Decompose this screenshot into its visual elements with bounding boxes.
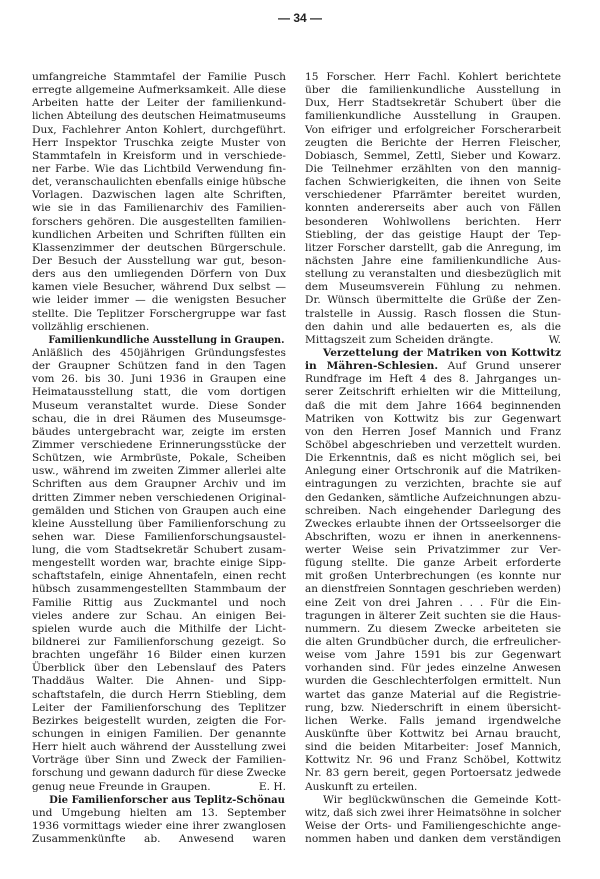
text-line — [305, 570, 561, 583]
text-line — [305, 689, 561, 702]
text-line — [305, 741, 561, 754]
text-line — [32, 308, 286, 321]
text-line — [305, 754, 561, 767]
line-text: sind die beiden Mitarbeiter: Josef Mannich, — [305, 741, 561, 754]
text-line — [305, 137, 561, 150]
line-text: Klassenzimmer der deutschen Bürgerschule. — [32, 241, 286, 254]
text-line — [32, 150, 286, 163]
text-line — [32, 97, 286, 110]
text-line — [305, 268, 561, 281]
line-text: umfangreiche Stammtafel der Familie Pusch — [32, 71, 286, 83]
text-line — [32, 518, 286, 531]
line-text: Zweckes erlaubte ihnen der Ortsseelsorger die — [305, 517, 561, 530]
line-text: Familie Rittig aus Zuckmantel und noch — [32, 596, 286, 609]
text-line — [305, 715, 561, 728]
line-text: Museum veranstaltet wurde. Diese Sonder — [32, 399, 286, 412]
line-text: bildnerei zur Familienforschung gezeigt. So — [32, 636, 286, 649]
text-line — [32, 741, 286, 754]
text-line — [305, 334, 561, 347]
page-number: — 34 — — [277, 11, 322, 25]
line-text: hübsch zusammengestellten Stammbaum der — [32, 583, 286, 596]
author-signature: W. — [548, 333, 561, 346]
text-line — [305, 347, 561, 360]
text-line — [305, 97, 561, 110]
author-signature: E. H. — [258, 780, 286, 793]
line-text: Herr hielt auch während der Ausstellung zwei — [32, 741, 286, 754]
text-line — [305, 557, 561, 570]
text-line — [32, 807, 286, 820]
line-text: schaftstafeln, einige Ahnentafeln, einen recht — [32, 570, 286, 583]
text-line — [305, 767, 561, 780]
text-line — [305, 413, 561, 426]
line-text: an dienstfreien Sonntagen geschrieben werden) — [305, 583, 561, 596]
text-line — [32, 715, 286, 728]
line-text: der Graupner Schützen fand in den Tagen — [32, 360, 286, 373]
line-text: Der Besuch der Ausstellung war gut, beson- — [32, 254, 286, 267]
text-line — [305, 597, 561, 610]
line-text: Auf Grund unserer — [438, 360, 561, 373]
line-text: werter Weise sein Privatzimmer zur Ver- — [305, 544, 561, 557]
line-text: Zusammenkünfte ab. Anwesend waren — [32, 833, 286, 846]
line-text: eintragungen zu verzichten, brachte sie auf — [305, 478, 561, 491]
line-text: Arbeiten hatte der Leiter der familienkund- — [32, 97, 286, 110]
line-text: vom 26. bis 30. Juni 1936 in Graupen eine — [32, 373, 286, 386]
line-text: Herr Inspektor Truschka zeigte Muster von — [32, 136, 286, 149]
text-line — [32, 229, 286, 242]
line-text: fügung stellte. Die ganze Arbeit erforderte — [305, 557, 561, 570]
line-text: lichen Werke. Falls jemand irgendwelche — [305, 714, 561, 727]
line-text: forschers gehören. Die ausgestellten familien- — [32, 215, 286, 228]
line-text: schau, die in drei Räumen des Museumsge- — [32, 412, 286, 425]
text-line — [32, 531, 286, 544]
text-line — [305, 242, 561, 255]
line-text: nummern. Zu diesem Zwecke arbeiteten sie — [305, 622, 561, 635]
text-line — [32, 202, 286, 215]
line-text: wie leider immer — die wenigsten Besucher — [32, 294, 286, 307]
text-line — [32, 400, 286, 413]
text-line — [305, 478, 561, 491]
line-text: Schriften aus dem Graupner Archiv und im — [32, 478, 286, 491]
line-text: familienkundliche Ausstellung in Graupen. — [305, 110, 561, 123]
line-text: Matriken von Kottwitz bis zur Gegenwart — [305, 412, 561, 425]
line-text: gemälden und Stichen von Graupen auch eine — [32, 504, 286, 517]
text-line — [305, 84, 561, 97]
text-line — [32, 413, 286, 426]
section-heading: in Mähren-Schlesien. — [305, 360, 439, 373]
line-text: Stiebling, der das geistige Haupt der Tep- — [305, 228, 561, 241]
line-text: über die familienkundliche Ausstellung in — [305, 84, 561, 97]
line-text: Nr. 83 gern bereit, gegen Portoersatz jedwede — [305, 767, 561, 780]
line-text: Mittagszeit zum Scheiden drängte. — [305, 333, 494, 346]
text-line — [305, 807, 561, 820]
text-line — [305, 255, 561, 268]
line-text: Dr. Wünsch übermittelte die Grüße der Zen- — [305, 294, 561, 307]
line-text: Schützen, wie Armbrüste, Pokale, Scheiben — [32, 452, 286, 465]
line-text: erregte allgemeine Aufmerksamkeit. Alle diese — [32, 84, 286, 97]
text-line — [32, 373, 286, 386]
line-text: den Gedanken, sämtliche Aufzeichnungen abzu- — [305, 491, 561, 504]
text-line — [32, 492, 286, 505]
line-text: vieles andere zur Schau. An einigen Bei- — [32, 609, 286, 622]
line-text: vorhanden sind. Für jedes einzelne Anwesen — [305, 662, 561, 675]
text-line — [32, 216, 286, 229]
text-line — [32, 649, 286, 662]
text-line — [32, 124, 286, 137]
line-text: daß die mit dem Jahre 1664 beginnenden — [305, 399, 561, 412]
text-line — [32, 189, 286, 202]
text-line — [32, 728, 286, 741]
text-line — [305, 281, 561, 294]
line-text: dritten Zimmer neben verschiedenen Original- — [32, 491, 286, 504]
text-line — [32, 544, 286, 557]
text-line — [32, 294, 286, 307]
line-text: Dobiasch, Semmel, Zettl, Sieber und Kowarz. — [305, 149, 561, 162]
line-text: eine Zeit von drei Jahren . . . Für die Ein- — [305, 596, 561, 609]
text-line — [305, 636, 561, 649]
line-text: kamen viele Besucher, während Dux selbst — — [32, 281, 286, 294]
text-line — [32, 452, 286, 465]
line-text: Thaddäus Walter. Die Ahnen- und Sipp- — [32, 675, 286, 688]
line-text: ner Farbe. Wie das Lichtbild Verwendung fin- — [32, 162, 286, 175]
line-text: wurden die Geschlechterfolgen ermittelt. Nun — [305, 675, 561, 688]
line-text: konnten andererseits aber auch von Fällen — [305, 202, 561, 215]
line-text: Dux, Herr Stadtsekretär Schubert über die — [305, 97, 561, 110]
line-text: Vorlagen. Dazwischen lagen alte Schriften, — [32, 189, 286, 202]
text-line — [32, 478, 286, 491]
text-line — [305, 124, 561, 137]
text-line — [32, 794, 285, 807]
section-heading: Die Familienforscher aus Teplitz-Schönau — [49, 793, 285, 806]
line-text: kundlichen Arbeiten und Schriften füllten ein — [32, 228, 286, 241]
text-line — [32, 163, 286, 176]
left-column — [32, 71, 286, 846]
text-line — [305, 386, 561, 399]
line-text: stellung zu veranstalten und diesbezüglich mit — [305, 268, 561, 281]
line-text: vollzählig erschienen. — [32, 320, 150, 333]
text-line — [305, 781, 561, 794]
text-line — [32, 583, 286, 596]
line-text: mit großen Unterbrechungen (es konnte nur — [305, 570, 561, 583]
line-text: mengestellt worden war, brachte einige Sipp- — [32, 557, 286, 570]
text-line — [32, 137, 286, 150]
section-heading: Familienkundliche Ausstellung in Graupen. — [48, 333, 285, 346]
text-line — [32, 439, 286, 452]
line-text: Kottwitz Nr. 96 und Franz Schöbel, Kottwitz — [305, 754, 561, 767]
line-text: 15 Forscher. Herr Fachl. Kohlert berichtete — [305, 71, 561, 83]
text-line — [32, 689, 286, 702]
line-text: tralstelle in Aussig. Rasch flossen die Stun- — [305, 307, 561, 320]
line-text: Bezirkes beigestellt wurden, zeigten die For- — [32, 714, 286, 727]
line-text: Weise der Orts- und Familiengeschichte ange- — [305, 820, 561, 833]
line-text: verschiedener Pfarrämter bereitet wurden, — [305, 189, 561, 202]
text-line — [305, 163, 561, 176]
text-line — [305, 294, 561, 307]
text-line — [305, 610, 561, 623]
line-text: brachten ungefähr 16 Bilder einen kurzen — [32, 649, 286, 662]
text-line — [305, 321, 561, 334]
text-line — [32, 242, 286, 255]
text-line — [305, 702, 561, 715]
text-line — [32, 255, 286, 268]
line-text: spielen wurde auch die Mithilfe der Licht- — [32, 622, 286, 635]
text-line — [305, 728, 561, 741]
line-text: bäudes untergebracht war, zeigte im ersten — [32, 425, 286, 438]
text-line — [32, 636, 286, 649]
line-text: dem Museumsverein Fühlung zu nehmen. — [305, 281, 561, 294]
text-line — [32, 110, 286, 123]
line-text: ders aus den umliegenden Dörfern von Dux — [32, 268, 286, 281]
text-line — [32, 767, 286, 780]
line-text: forschung und gewann dadurch für diese Zwecke — [32, 767, 286, 780]
text-line — [305, 820, 561, 833]
line-text: Von eifriger und erfolgreicher Forscherarbeit — [305, 123, 561, 136]
text-line — [305, 531, 561, 544]
section-heading: Verzettelung der Matriken von Kottwitz — [323, 346, 562, 359]
line-text: rung, bzw. Niederschrift in einem übersicht- — [305, 701, 561, 714]
text-line — [305, 544, 561, 557]
line-text: lichen Abteilung des deutschen Heimatmuseums — [32, 110, 286, 123]
text-line — [305, 649, 561, 662]
line-text: weise vom Jahre 1591 bis zur Gegenwart — [305, 649, 561, 662]
line-text: Auskunft zu erteilen. — [305, 780, 418, 793]
line-text: besonderen Wohlwollens berichten. Herr — [305, 215, 561, 228]
text-line — [32, 268, 286, 281]
text-line — [32, 334, 284, 347]
text-line — [32, 820, 286, 833]
text-line — [32, 360, 286, 373]
text-line — [32, 675, 286, 688]
text-line — [305, 583, 561, 596]
text-line — [32, 781, 286, 794]
line-text: kleine Ausstellung über Familienforschung zu — [32, 517, 286, 530]
line-text: schaftstafeln, die durch Herrn Stiebling, dem — [32, 688, 286, 701]
text-line — [305, 675, 561, 688]
line-text: wie sie in das Familienarchiv des Familien- — [32, 202, 286, 215]
text-line — [305, 189, 561, 202]
line-text: genug neue Freunde in Graupen. — [32, 780, 211, 793]
line-text: nächsten Jahre eine familienkundliche Aus- — [305, 254, 561, 267]
line-text: Vorträge über Sinn und Zweck der Familien- — [32, 754, 286, 767]
text-line — [305, 492, 561, 505]
text-line — [32, 176, 286, 189]
line-text: Zimmer verschiedene Erinnerungsstücke der — [32, 438, 286, 451]
line-text: wartet das ganze Material auf die Registrie- — [305, 688, 561, 701]
text-line — [305, 452, 561, 465]
line-text: tragungen in älterer Zeit suchten sie die Haus- — [305, 609, 561, 622]
line-text: Wir beglückwünschen die Gemeinde Kott- — [323, 793, 561, 806]
text-line — [32, 426, 286, 439]
line-text: stellte. Die Teplitzer Forschergruppe war fast — [32, 307, 286, 320]
text-line — [32, 386, 286, 399]
text-line — [305, 71, 561, 84]
line-text: det, veranschaulichten ebenfalls einige hübsche — [32, 176, 287, 189]
text-line — [305, 623, 561, 636]
right-column — [305, 71, 561, 846]
line-text: die alten Grundbücher durch, die erfreulicher- — [305, 636, 561, 649]
text-line — [305, 662, 561, 675]
line-text: nommen haben und danken dem verständigen — [305, 833, 561, 846]
line-text: fachen Schwierigkeiten, die ihnen von Seite — [305, 176, 561, 189]
text-line — [305, 505, 561, 518]
line-text: Überblick über den Lebenslauf des Paters — [32, 662, 286, 675]
text-line — [305, 229, 561, 242]
line-text: Rundfrage im Heft 4 des 8. Jahrganges un- — [305, 373, 561, 386]
line-text: Leiter der Familienforschung des Teplitzer — [32, 701, 286, 714]
text-line — [305, 202, 561, 215]
line-text: lung, die vom Stadtsekretär Schubert zusam- — [32, 544, 286, 557]
text-line — [32, 347, 286, 360]
line-text: schreiben. Nach eingehender Darlegung des — [305, 504, 561, 517]
text-line — [32, 71, 286, 84]
line-text: schungen in einigen Familien. Der genannte — [32, 728, 286, 741]
line-text: litzer Forscher darstellt, gab die Anregung, im — [305, 241, 561, 254]
line-text: den dahin und alle bedauerten es, als die — [305, 320, 561, 333]
text-line — [305, 794, 561, 807]
text-line — [305, 150, 561, 163]
line-text: Abschriften, wozu er ihnen in anerkennens- — [305, 530, 561, 543]
text-line — [32, 833, 286, 846]
line-text: Auskünfte über Kottwitz bei Arnau braucht, — [305, 728, 561, 741]
text-line — [305, 176, 561, 189]
text-line — [32, 505, 286, 518]
text-line — [32, 662, 286, 675]
line-text: witz, daß sich zwei ihrer Heimatsöhne in solcher — [305, 806, 562, 819]
text-line — [305, 439, 561, 452]
text-line — [305, 216, 561, 229]
text-line — [32, 281, 286, 294]
text-line — [305, 308, 561, 321]
text-line — [305, 426, 561, 439]
text-line — [32, 557, 286, 570]
text-line — [305, 400, 561, 413]
text-line — [32, 754, 286, 767]
line-text: Dux, Fachlehrer Anton Kohlert, durchgeführt. — [32, 123, 286, 136]
text-line — [305, 373, 561, 386]
text-line — [32, 321, 286, 334]
text-line — [305, 360, 561, 373]
text-line — [32, 570, 286, 583]
line-text: Schöbel abgeschrieben und verzettelt wurden. — [305, 438, 561, 451]
line-text: Heimatausstellung statt, die vom dortigen — [32, 386, 286, 399]
line-text: Die Teilnehmer erzählten von den mannig- — [305, 162, 561, 175]
text-line — [32, 597, 286, 610]
line-text: 1936 vormittags wieder eine ihrer zwanglosen — [32, 820, 286, 833]
line-text: Die Erkenntnis, daß es nicht möglich sei, bei — [305, 452, 561, 465]
text-line — [32, 465, 286, 478]
line-text: usw., während im zweiten Zimmer allerlei alte — [32, 465, 286, 478]
line-text: sehen war. Diese Familienforschungsaustel- — [32, 530, 286, 543]
line-text: von den Herren Josef Mannich und Franz — [305, 425, 561, 438]
line-text: Anlegung einer Ortschronik auf die Matriken- — [305, 465, 561, 478]
line-text: Anläßlich des 450jährigen Gründungsfestes — [32, 346, 286, 359]
text-line — [32, 610, 286, 623]
text-line — [32, 702, 286, 715]
text-line — [32, 84, 286, 97]
text-line — [32, 623, 286, 636]
text-line — [305, 465, 561, 478]
line-text: und Umgebung hielten am 13. September — [32, 806, 286, 819]
text-line — [305, 110, 561, 123]
line-text: zeugten die Berichte der Herren Fleischer, — [305, 136, 561, 149]
text-line — [305, 833, 561, 846]
line-text: serer Zeitschrift erhielten wir die Mitteilung, — [305, 386, 561, 399]
text-line — [305, 518, 561, 531]
line-text: Stammtafeln in Kreisform und in verschiede- — [32, 149, 286, 162]
